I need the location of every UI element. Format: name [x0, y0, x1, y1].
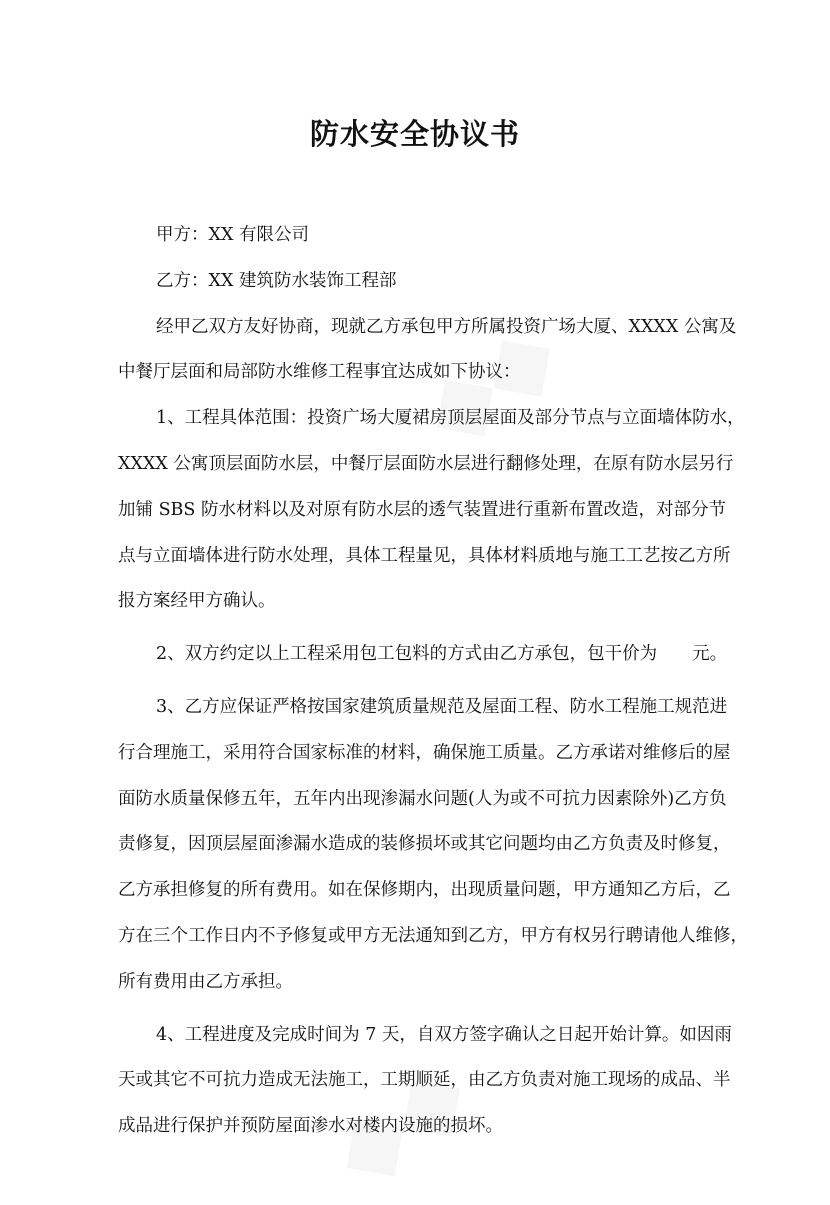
clause-3-line: 方在三个工作日内不予修复或甲方无法通知到乙方，甲方有权另行聘请他人维修， — [118, 925, 748, 946]
clause-3-line: 行合理施工，采用符合国家标准的材料，确保施工质量。乙方承诺对维修后的屋 — [118, 742, 731, 763]
document-body — [118, 213, 748, 1150]
clause-1-line: 报方案经甲方确认。 — [118, 591, 276, 612]
document-title: 防水安全协议书 — [309, 117, 520, 151]
party-b: 乙方：XX 建筑防水装饰工程部 — [156, 270, 397, 291]
clause-2-line: 2、双方约定以上工程采用包工包料的方式由乙方承包，包干价为 元。 — [156, 644, 728, 665]
intro-line: 经甲乙双方友好协商，现就乙方承包甲方所属投资广场大厦、XXXX 公寓及 — [156, 316, 737, 337]
clause-4-line: 成品进行保护并预防屋面渗水对楼内设施的损坏。 — [118, 1116, 503, 1137]
clause-1-line: 1、工程具体范围：投资广场大厦裙房顶层屋面及部分节点与立面墙体防水， — [156, 408, 745, 429]
clause-3-line: 3、乙方应保证严格按国家建筑质量规范及屋面工程、防水工程施工规范进 — [156, 696, 728, 717]
clause-4-line: 天或其它不可抗力造成无法施工，工期顺延，由乙方负责对施工现场的成品、半 — [118, 1070, 731, 1091]
clause-3-line: 面防水质量保修五年，五年内出现渗漏水问题(人为或不可抗力因素除外)乙方负 — [118, 788, 727, 809]
clause-4-line: 4、工程进度及完成时间为 7 天，自双方签字确认之日起开始计算。如因雨 — [156, 1024, 732, 1045]
intro-line: 中餐厅层面和局部防水维修工程事宜达成如下协议： — [118, 362, 521, 383]
party-a: 甲方：XX 有限公司 — [156, 225, 309, 245]
clause-3-line: 责修复，因顶层屋面渗漏水造成的装修损坏或其它问题均由乙方负责及时修复， — [118, 834, 731, 855]
clause-3-line: 所有费用由乙方承担。 — [118, 971, 293, 992]
clause-1-line: XXXX 公寓顶层面防水层，中餐厅层面防水层进行翻修处理，在原有防水层另行 — [118, 453, 734, 474]
clause-1-line: 加铺 SBS 防水材料以及对原有防水层的透气装置进行重新布置改造，对部分节 — [118, 499, 726, 520]
clause-1-line: 点与立面墙体进行防水处理，具体工程量见，具体材料质地与施工工艺按乙方所 — [118, 545, 731, 566]
clause-3-line: 乙方承担修复的所有费用。如在保修期内，出现质量问题，甲方通知乙方后，乙 — [118, 880, 731, 901]
